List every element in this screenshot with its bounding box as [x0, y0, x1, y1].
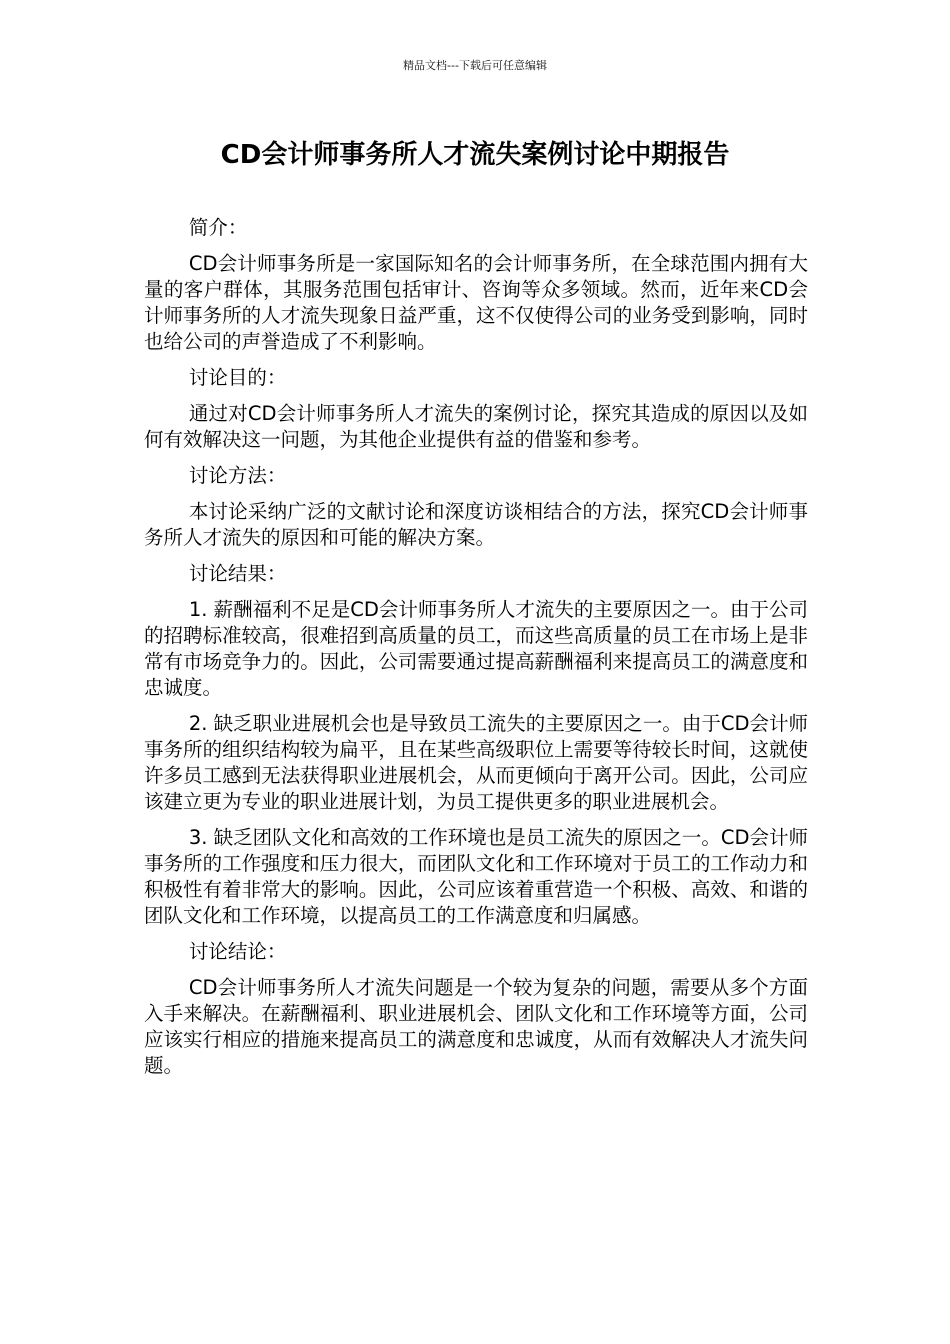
section-heading-results: 讨论结果： [188, 562, 287, 585]
document-title: CD会计师事务所人才流失案例讨论中期报告 [220, 140, 730, 170]
method-paragraph: 本讨论采纳广泛的文献讨论和深度访谈相结合的方法，探究CD会计师事务所人才流失的原因和可能的解决方案。 [144, 500, 808, 549]
conclusion-paragraph: CD会计师事务所人才流失问题是一个较为复杂的问题，需要从多个方面入手来解决。在薪酬福利、职业进展机会、团队文化和工作环境等方面，公司应该实行相应的措施来提高员工的满意度和忠诚度，从而有效解决人才流失问题。 [144, 976, 808, 1077]
result-item-2: 2. 缺乏职业进展机会也是导致员工流失的主要原因之一。由于CD会计师事务所的组织结构较为扁平，且在某些高级职位上需要等待较长时间，这就使许多员工感到无法获得职业进展机会，从而更倾向于离开公司。因此，公司应该建立更为专业的职业进展计划，为员工提供更多的职业进展机会。 [144, 712, 808, 813]
document-body [144, 215, 808, 1089]
result-item-1: 1. 薪酬福利不足是CD会计师事务所人才流失的主要原因之一。由于公司的招聘标准较高，很难招到高质量的员工，而这些高质量的员工在市场上是非常有市场竞争力的。因此，公司需要通过提高薪酬福利来提高员工的满意度和忠诚度。 [144, 598, 808, 699]
purpose-paragraph: 通过对CD会计师事务所人才流失的案例讨论，探究其造成的原因以及如何有效解决这一问题，为其他企业提供有益的借鉴和参考。 [144, 402, 808, 451]
section-heading-purpose: 讨论目的： [188, 366, 287, 389]
section-heading-method: 讨论方法： [188, 464, 287, 487]
intro-paragraph: CD会计师事务所是一家国际知名的会计师事务所，在全球范围内拥有大量的客户群体，其服务范围包括审计、咨询等众多领域。然而，近年来CD会计师事务所的人才流失现象日益严重，这不仅使得公司的业务受到影响，同时也给公司的声誉造成了不利影响。 [144, 252, 808, 353]
page-header: 精品文档---下载后可任意编辑 [403, 59, 547, 72]
section-heading-intro: 简介： [188, 216, 248, 239]
section-heading-conclusion: 讨论结论： [188, 940, 287, 963]
result-item-3: 3. 缺乏团队文化和高效的工作环境也是员工流失的原因之一。CD会计师事务所的工作强度和压力很大，而团队文化和工作环境对于员工的工作动力和积极性有着非常大的影响。因此，公司应该着重营造一个积极、高效、和谐的团队文化和工作环境，以提高员工的工作满意度和归属感。 [144, 826, 808, 927]
